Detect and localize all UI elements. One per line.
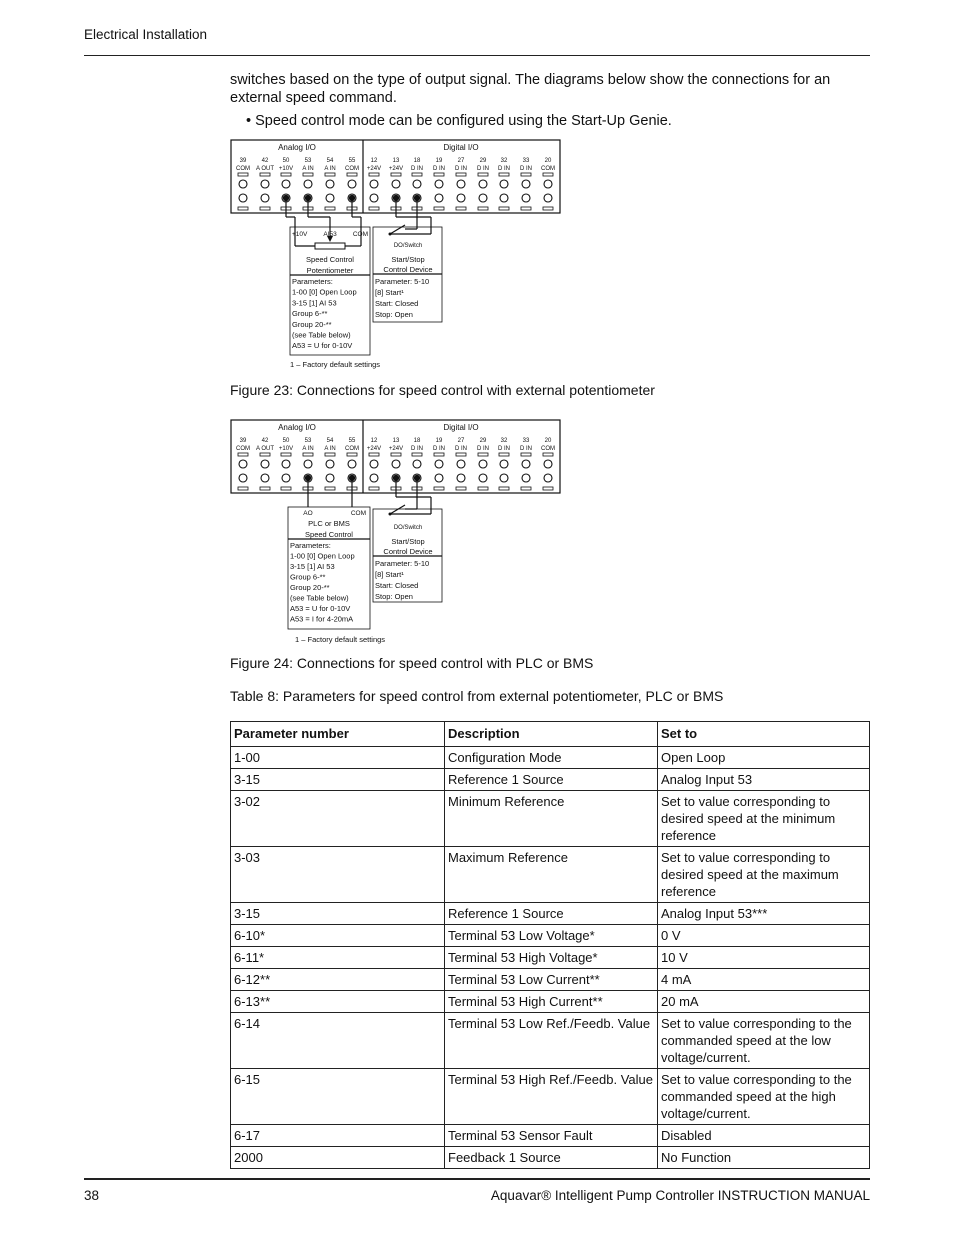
terminal-name: COM [345, 166, 359, 172]
terminal-screw-icon [435, 460, 443, 468]
description-cell: Terminal 53 Low Voltage* [445, 925, 658, 947]
terminal-number: 19 [435, 158, 443, 164]
terminal-tab-icon [369, 487, 379, 490]
set-to-cell: 20 mA [658, 991, 870, 1013]
terminal-tab-icon [499, 453, 509, 456]
terminal-screw-icon [370, 194, 378, 202]
table-title: Table 8: Parameters for speed control from external potentiometer, PLC or BMS [230, 688, 724, 704]
terminal-tab-icon [478, 173, 488, 176]
terminal-name: D IN [455, 166, 467, 172]
terminal-tab-icon [543, 207, 553, 210]
terminal-tab-icon [456, 453, 466, 456]
description-cell: Terminal 53 Low Current** [445, 969, 658, 991]
header-description: Description [445, 722, 658, 747]
terminal-screw-icon [370, 180, 378, 188]
terminal-screw-icon [392, 180, 400, 188]
terminal-tab-icon [281, 453, 291, 456]
table-row [231, 1069, 870, 1125]
set-to-cell: 10 V [658, 947, 870, 969]
switch-blade-icon [390, 505, 405, 514]
terminal-screw-icon [457, 460, 465, 468]
table-row [231, 769, 870, 791]
terminal-number: 39 [239, 438, 247, 444]
terminal-screw-icon [282, 474, 290, 482]
terminal-tab-icon [347, 173, 357, 176]
terminal-tab-icon [456, 487, 466, 490]
terminal-screw-icon [435, 180, 443, 188]
plc-parameter-line: Parameters: [290, 541, 331, 550]
terminal-screw-icon [370, 474, 378, 482]
terminal-screw-icon [500, 194, 508, 202]
terminal-screw-icon [261, 460, 269, 468]
terminal-number: 33 [522, 158, 530, 164]
terminal-tab-icon [521, 173, 531, 176]
table-row [231, 791, 870, 847]
terminal-name: A IN [302, 446, 314, 452]
description-cell: Reference 1 Source [445, 769, 658, 791]
param-cell: 3-15 [231, 769, 445, 791]
terminal-screw-icon [457, 194, 465, 202]
terminal-tab-icon [281, 173, 291, 176]
plc-parameter-line: A53 = I for 4-20mA [290, 614, 354, 624]
terminal-name: D IN [411, 446, 423, 452]
terminal-name: A OUT [255, 446, 275, 452]
terminal-number: 27 [457, 158, 465, 164]
pot-terminal-label: AI53 [323, 231, 337, 238]
manual-title: Aquavar® Intelligent Pump Controller INSTRUCTION MANUAL [490, 1188, 870, 1203]
header-set-to: Set to [658, 722, 870, 747]
pot-parameter-line: (see Table below) [292, 330, 351, 340]
param-cell: 3-15 [231, 903, 445, 925]
page-number: 38 [84, 1188, 100, 1203]
terminal-number: 42 [261, 438, 269, 444]
terminal-number: 42 [261, 158, 269, 164]
device-parameter-line: Start: Closed [375, 581, 419, 590]
terminal-screw-icon [479, 460, 487, 468]
device-parameter-line: Stop: Open [375, 310, 413, 319]
bullet-item: • Speed control mode can be configured using the Start-Up Genie. [246, 113, 672, 129]
terminal-tab-icon [543, 453, 553, 456]
figure-23-caption: Figure 23: Connections for speed control with external potentiometer [230, 382, 655, 398]
terminal-number: 18 [413, 158, 421, 164]
plc-terminal-label: AO [303, 510, 313, 517]
terminal-number: 55 [348, 158, 356, 164]
terminal-screw-icon [239, 180, 247, 188]
terminal-screw-icon [392, 460, 400, 468]
terminal-screw-icon [304, 460, 312, 468]
set-to-cell: Disabled [658, 1125, 870, 1147]
terminal-screw-icon [435, 194, 443, 202]
terminal-screw-icon [261, 180, 269, 188]
pot-title: Speed Control [306, 255, 354, 264]
header-parameter-number: Parameter number [231, 722, 445, 747]
terminal-screw-icon [326, 474, 334, 482]
terminal-screw-icon [282, 180, 290, 188]
terminal-screw-icon [239, 460, 247, 468]
table-row [231, 847, 870, 903]
terminal-tab-icon [521, 207, 531, 210]
terminal-screw-icon [326, 460, 334, 468]
description-cell: Configuration Mode [445, 747, 658, 769]
device-parameter-line: Parameter: 5-10 [375, 277, 430, 286]
terminal-number: 54 [326, 438, 334, 444]
pot-parameter-line: Group 20-** [292, 319, 332, 329]
set-to-cell: Set to value corresponding to desired speed at the minimum reference [658, 791, 870, 847]
terminal-number: 33 [522, 438, 530, 444]
terminal-tab-icon [412, 453, 422, 456]
device-title: Control Device [383, 547, 433, 556]
terminal-tab-icon [369, 207, 379, 210]
figure-footnote: 1 – Factory default settings [290, 360, 381, 369]
description-cell: Feedback 1 Source [445, 1147, 658, 1169]
terminal-screw-icon [479, 194, 487, 202]
terminal-tab-icon [478, 453, 488, 456]
terminal-tab-icon [521, 453, 531, 456]
param-cell: 6-17 [231, 1125, 445, 1147]
terminal-screw-icon [435, 474, 443, 482]
terminal-number: 32 [500, 158, 508, 164]
terminal-screw-icon [500, 474, 508, 482]
figure-23-diagram [230, 139, 562, 376]
terminal-tab-icon [238, 453, 248, 456]
device-title: Control Device [383, 265, 433, 274]
terminal-tab-icon [260, 453, 270, 456]
device-parameter-line: [8] Start¹ [375, 288, 404, 297]
param-cell: 6-10* [231, 925, 445, 947]
table-row [231, 969, 870, 991]
analog-io-title: Analog I/O [278, 423, 316, 432]
description-cell: Maximum Reference [445, 847, 658, 903]
param-cell: 3-02 [231, 791, 445, 847]
set-to-cell: Set to value corresponding to desired speed at the maximum reference [658, 847, 870, 903]
description-cell: Terminal 53 High Ref./Feedb. Value [445, 1069, 658, 1125]
pot-terminal-label: COM [352, 231, 368, 238]
terminal-tab-icon [281, 487, 291, 490]
digital-io-title: Digital I/O [443, 423, 479, 432]
terminal-screw-icon [522, 474, 530, 482]
param-cell: 6-15 [231, 1069, 445, 1125]
terminal-tab-icon [260, 207, 270, 210]
terminal-tab-icon [238, 173, 248, 176]
pot-parameter-line: 1-00 [0] Open Loop [292, 287, 357, 297]
terminal-number: 29 [479, 158, 487, 164]
table-row [231, 925, 870, 947]
device-parameter-line: Parameter: 5-10 [375, 559, 430, 568]
table-row [231, 903, 870, 925]
terminal-tab-icon [303, 173, 313, 176]
terminal-screw-icon [544, 460, 552, 468]
terminal-screw-icon [479, 180, 487, 188]
set-to-cell: No Function [658, 1147, 870, 1169]
description-cell: Terminal 53 High Current** [445, 991, 658, 1013]
terminal-tab-icon [434, 207, 444, 210]
plc-title: PLC or BMS [308, 519, 350, 528]
set-to-cell: Analog Input 53 [658, 769, 870, 791]
terminal-screw-icon [326, 194, 334, 202]
terminal-screw-icon [348, 180, 356, 188]
terminal-tab-icon [543, 487, 553, 490]
plc-parameter-line: 3-15 [1] AI 53 [290, 562, 335, 571]
pot-parameter-line: 3-15 [1] AI 53 [292, 298, 337, 308]
set-to-cell: Analog Input 53*** [658, 903, 870, 925]
parameter-table [230, 721, 870, 1169]
terminal-name: +24V [388, 166, 404, 172]
terminal-name: D IN [455, 446, 467, 452]
plc-parameter-line: Group 20-** [290, 583, 330, 592]
terminal-tab-icon [238, 207, 248, 210]
terminal-screw-icon [239, 194, 247, 202]
terminal-number: 53 [304, 438, 312, 444]
description-cell: Reference 1 Source [445, 903, 658, 925]
terminal-name: +10V [278, 446, 294, 452]
terminal-tab-icon [369, 453, 379, 456]
set-to-cell: Set to value corresponding to the commanded speed at the low voltage/current. [658, 1013, 870, 1069]
terminal-number: 50 [282, 158, 290, 164]
terminal-screw-icon [522, 194, 530, 202]
terminal-name: D IN [477, 166, 489, 172]
set-to-cell: Set to value corresponding to the commanded speed at the high voltage/current. [658, 1069, 870, 1125]
pot-parameter-line: Group 6-** [292, 309, 328, 319]
terminal-screw-icon [479, 474, 487, 482]
terminal-tab-icon [499, 173, 509, 176]
plc-parameter-line: (see Table below) [290, 593, 349, 603]
terminal-number: 32 [500, 438, 508, 444]
terminal-tab-icon [499, 207, 509, 210]
intro-paragraph: switches based on the type of output signal. The diagrams below show the connections for an external speed command. [230, 72, 831, 106]
terminal-tab-icon [347, 453, 357, 456]
terminal-number: 13 [392, 158, 400, 164]
terminal-screw-icon [544, 194, 552, 202]
terminal-number: 12 [370, 158, 378, 164]
param-cell: 6-14 [231, 1013, 445, 1069]
terminal-screw-icon [413, 460, 421, 468]
terminal-name: COM [345, 446, 359, 452]
terminal-name: +10V [278, 166, 294, 172]
terminal-tab-icon [543, 173, 553, 176]
table-row [231, 1013, 870, 1069]
terminal-tab-icon [434, 173, 444, 176]
terminal-tab-icon [456, 173, 466, 176]
set-to-cell: 4 mA [658, 969, 870, 991]
table-header-row [231, 722, 870, 747]
terminal-tab-icon [325, 173, 335, 176]
terminal-name: D IN [520, 166, 532, 172]
terminal-name: COM [541, 166, 555, 172]
footer-rule [84, 1178, 870, 1180]
terminal-tab-icon [260, 173, 270, 176]
terminal-number: 29 [479, 438, 487, 444]
terminal-screw-icon [282, 460, 290, 468]
terminal-screw-icon [500, 460, 508, 468]
pot-parameter-line: Parameters: [292, 277, 333, 286]
plc-parameter-line: A53 = U for 0-10V [290, 604, 351, 613]
terminal-name: +24V [366, 446, 382, 452]
terminal-name: A IN [324, 446, 336, 452]
do-switch-label: DO/Switch [393, 243, 423, 249]
terminal-number: 50 [282, 438, 290, 444]
terminal-number: 19 [435, 438, 443, 444]
terminal-tab-icon [412, 173, 422, 176]
terminal-name: COM [236, 446, 250, 452]
description-cell: Terminal 53 Low Ref./Feedb. Value [445, 1013, 658, 1069]
terminal-number: 13 [392, 438, 400, 444]
terminal-number: 27 [457, 438, 465, 444]
pot-terminal-label: +10V [292, 231, 308, 238]
terminal-name: COM [541, 446, 555, 452]
terminal-name: COM [236, 166, 250, 172]
terminal-name: A IN [324, 166, 336, 172]
terminal-tab-icon [478, 207, 488, 210]
terminal-tab-icon [260, 487, 270, 490]
plc-parameter-line: Group 6-** [290, 572, 326, 582]
device-parameter-line: Start: Closed [375, 299, 419, 308]
pot-title: Potentiometer [306, 266, 354, 275]
terminal-screw-icon [326, 180, 334, 188]
plc-parameter-line: 1-00 [0] Open Loop [290, 551, 355, 561]
terminal-screw-icon [261, 474, 269, 482]
terminal-number: 39 [239, 158, 247, 164]
terminal-screw-icon [239, 474, 247, 482]
header-rule [84, 55, 870, 56]
param-cell: 6-12** [231, 969, 445, 991]
description-cell: Terminal 53 Sensor Fault [445, 1125, 658, 1147]
terminal-tab-icon [521, 487, 531, 490]
terminal-name: D IN [433, 446, 445, 452]
terminal-name: D IN [498, 166, 510, 172]
param-cell: 2000 [231, 1147, 445, 1169]
terminal-tab-icon [478, 487, 488, 490]
table-row [231, 947, 870, 969]
description-cell: Minimum Reference [445, 791, 658, 847]
terminal-number: 20 [544, 158, 552, 164]
terminal-screw-icon [522, 460, 530, 468]
figure-footnote: 1 – Factory default settings [295, 635, 386, 644]
set-to-cell: 0 V [658, 925, 870, 947]
plc-title: Speed Control [305, 530, 353, 539]
terminal-tab-icon [434, 487, 444, 490]
terminal-screw-icon [304, 180, 312, 188]
figure-24-caption: Figure 24: Connections for speed control with PLC or BMS [230, 655, 594, 671]
terminal-tab-icon [238, 487, 248, 490]
terminal-screw-icon [413, 180, 421, 188]
table-row [231, 1125, 870, 1147]
terminal-tab-icon [325, 207, 335, 210]
terminal-screw-icon [544, 180, 552, 188]
table-row [231, 1147, 870, 1169]
pot-parameter-line: A53 = U for 0-10V [292, 341, 353, 351]
table-row [231, 991, 870, 1013]
terminal-number: 18 [413, 438, 421, 444]
figure-24-diagram [230, 419, 562, 650]
set-to-cell: Open Loop [658, 747, 870, 769]
terminal-tab-icon [325, 453, 335, 456]
device-title: Start/Stop [391, 537, 425, 546]
terminal-screw-icon [522, 180, 530, 188]
terminal-screw-icon [457, 474, 465, 482]
terminal-tab-icon [391, 453, 401, 456]
terminal-name: D IN [498, 446, 510, 452]
switch-blade-icon [390, 225, 405, 234]
device-parameter-line: [8] Start¹ [375, 570, 404, 579]
device-title: Start/Stop [391, 255, 425, 264]
param-cell: 6-11* [231, 947, 445, 969]
terminal-tab-icon [456, 207, 466, 210]
digital-io-title: Digital I/O [443, 143, 479, 152]
do-switch-label: DO/Switch [393, 525, 423, 531]
description-cell: Terminal 53 High Voltage* [445, 947, 658, 969]
terminal-tab-icon [369, 173, 379, 176]
terminal-number: 53 [304, 158, 312, 164]
terminal-number: 55 [348, 438, 356, 444]
terminal-name: D IN [520, 446, 532, 452]
running-header: Electrical Installation [84, 27, 208, 42]
terminal-name: A OUT [255, 166, 275, 172]
terminal-name: +24V [366, 166, 382, 172]
param-cell: 1-00 [231, 747, 445, 769]
terminal-name: D IN [411, 166, 423, 172]
analog-io-title: Analog I/O [278, 143, 316, 152]
terminal-screw-icon [261, 194, 269, 202]
plc-terminal-label: COM [350, 510, 366, 517]
param-cell: 6-13** [231, 991, 445, 1013]
terminal-tab-icon [391, 173, 401, 176]
terminal-screw-icon [500, 180, 508, 188]
terminal-tab-icon [325, 487, 335, 490]
terminal-name: A IN [302, 166, 314, 172]
terminal-screw-icon [457, 180, 465, 188]
terminal-screw-icon [348, 460, 356, 468]
terminal-number: 12 [370, 438, 378, 444]
terminal-name: D IN [433, 166, 445, 172]
terminal-tab-icon [499, 487, 509, 490]
terminal-tab-icon [434, 453, 444, 456]
terminal-name: +24V [388, 446, 404, 452]
terminal-tab-icon [303, 453, 313, 456]
device-parameter-line: Stop: Open [375, 592, 413, 601]
terminal-screw-icon [544, 474, 552, 482]
terminal-number: 54 [326, 158, 334, 164]
terminal-name: D IN [477, 446, 489, 452]
table-row [231, 747, 870, 769]
terminal-screw-icon [370, 460, 378, 468]
terminal-number: 20 [544, 438, 552, 444]
potentiometer-resistor-icon [315, 243, 345, 249]
param-cell: 3-03 [231, 847, 445, 903]
